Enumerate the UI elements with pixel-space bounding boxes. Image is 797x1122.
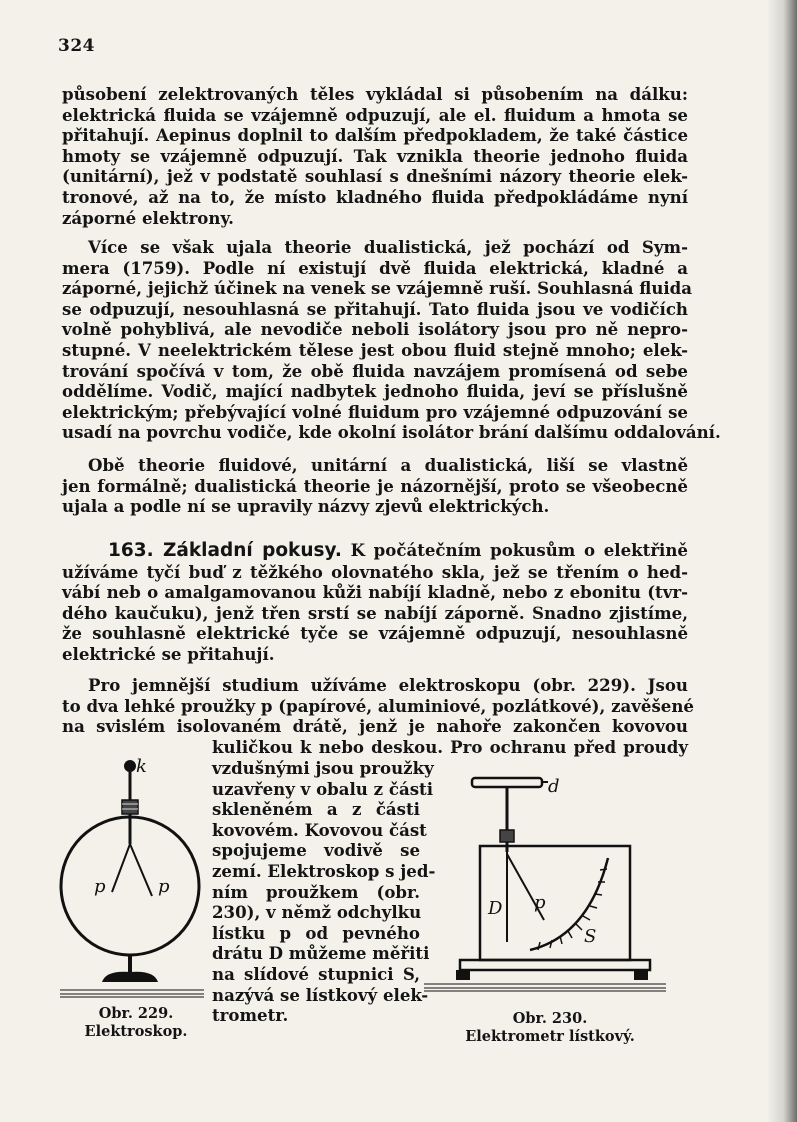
text-line: tronové, až na to, že místo kladného fluida předpokládáme nyní (62, 186, 688, 207)
fig230-label-S: S (584, 926, 597, 947)
text-line: působení zelektrovaných těles vykládal si působením na dálku: (62, 84, 688, 104)
electrometer-foot-left (456, 970, 470, 980)
figure-230-electrometer (420, 770, 670, 1002)
fig230-label-d: d (548, 776, 560, 797)
page-number: 324 (58, 36, 95, 56)
text-line: Více se však ujala theorie dualistická, jež pochází od Sym- (88, 237, 688, 257)
fig229-label-p-left: p (94, 876, 106, 897)
paragraph-theory-unitary (62, 84, 688, 228)
text-line: skleněném a z části (212, 799, 420, 820)
text-line: Obě theorie fluidové, unitární a dualistická, liší se vlastně (88, 455, 688, 475)
electroscope-insulator (122, 800, 138, 814)
text-line: trování spočívá v tom, že obě fluida navzájem promísená od sebe (62, 360, 688, 381)
text-line: usadí na povrchu vodiče, kde okolní isolátor brání dalšímu oddalování. (62, 422, 721, 443)
electrometer-base (460, 960, 650, 970)
text-line: (unitární), jež v podstatě souhlasí s dnešními názory theorie elek- (62, 166, 688, 187)
text-line: to dva lehké proužky p (papírové, aluminiové, pozlátkové), zavěšené (62, 695, 694, 716)
text-line: uzavřeny v obalu z části (212, 778, 434, 799)
text-line: že souhlasně elektrické tyče se vzájemně odpuzují, nesouhlasně (62, 623, 688, 644)
paragraph-theory-comparison (62, 455, 688, 517)
text-line: dého kaučuku), jenž třen srstí se nabíjí záporně. Snadno zjistíme, (62, 602, 688, 623)
electroscope-base (102, 972, 158, 982)
page-edge-shadow (767, 0, 797, 1122)
fig230-label-D: D (488, 898, 503, 919)
text-line: záporné elektrony. (62, 207, 234, 228)
figure-229-electroscope (56, 752, 206, 1002)
text-line: Pro jemnější studium užíváme elektroskopu (obr. 229). Jsou (88, 675, 688, 695)
paragraph-electroscope (62, 675, 694, 737)
text-line: hmoty se vzájemně odpuzují. Tak vznikla theorie jednoho fluida (62, 145, 688, 166)
text-line: oddělíme. Vodič, mající nadbytek jednoho fluida, jeví se příslušně (62, 381, 688, 402)
wrapped-text-column (212, 758, 436, 1026)
text-line: přitahují. Aepinus doplnil to dalším předpokladem, že také částice (62, 125, 688, 146)
text-line: ujala a podle ní se upravily názvy zjevů elektrických. (62, 496, 550, 517)
fig229-caption-title: Elektroskop. (84, 1023, 188, 1040)
text-line: lístku p od pevného (212, 922, 420, 943)
text-line: spojujeme vodivě se (212, 840, 420, 861)
electrometer-insulator (500, 830, 514, 842)
text-line: na svislém isolovaném drátě, jenž je nahoře zakončen kovovou (62, 716, 688, 737)
electroscope-strip-right (130, 844, 152, 896)
electroscope-strip-left (112, 844, 130, 892)
paragraph-electroscope-continued (212, 737, 688, 758)
text-line: záporné, jejichž účinek na venek se vzájemně ruší. Souhlasná fluida (62, 278, 693, 299)
text-line: na slídové stupnici S, (212, 963, 420, 984)
electrometer-foot-right (634, 970, 648, 980)
text-line: volně pohyblivá, ale nevodiče neboli isolátory jsou pro ně nepro- (62, 319, 688, 340)
fig229-label-k: k (136, 756, 147, 777)
text-line: trometr. (212, 1005, 289, 1026)
fig230-caption-title: Elektrometr lístkový. (465, 1028, 635, 1045)
text-line: ním proužkem (obr. (212, 881, 420, 902)
text-line: drátu D můžeme měřiti (212, 943, 430, 964)
fig229-caption (66, 1005, 206, 1041)
section-first-line (62, 540, 688, 562)
fig229-label-p-right: p (158, 876, 170, 897)
text-line: jen formálně; dualistická theorie je názornější, proto se všeobecně (62, 475, 688, 496)
paragraph-theory-dualistic (62, 237, 721, 443)
fig230-caption (450, 1010, 650, 1046)
section-163 (62, 540, 688, 665)
electroscope-ball (124, 760, 136, 772)
fig230-label-p: p (534, 892, 546, 913)
text-line: zemí. Elektroskop s jed- (212, 860, 436, 881)
text-line: mera (1759). Podle ní existují dvě fluida elektrická, kladné a (62, 257, 688, 278)
section-heading: 163. Základní pokusy. (108, 540, 342, 561)
text-line: elektrická fluida se vzájemně odpuzují, ale el. fluidum a hmota se (62, 104, 688, 125)
text-line: elektrickým; přebývající volné fluidum pro vzájemné odpuzování se (62, 401, 688, 422)
electrometer-scale-ticks (538, 869, 607, 950)
text-line: kuličkou k nebo deskou. Pro ochranu před proudy (212, 737, 688, 757)
fig230-caption-number: Obr. 230. (512, 1010, 588, 1027)
text-line: vábí neb o amalgamovanou kůži nabíjí kladně, nebo z ebonitu (tvr- (62, 582, 688, 603)
electrometer-top-disc (472, 778, 542, 787)
text-line: K počátečním pokusům o elektřině (350, 540, 688, 560)
text-line: elektrické se přitahují. (62, 643, 275, 664)
text-line: stupné. V neelektrickém tělese jest obou fluid stejně mnoho; elek- (62, 339, 688, 360)
text-line: nazývá se lístkový elek- (212, 984, 429, 1005)
text-line: 230), v němž odchylku (212, 902, 422, 923)
text-line: se odpuzují, nesouhlasná se přitahují. Tato fluida jsou ve vodičích (62, 298, 688, 319)
fig229-caption-number: Obr. 229. (98, 1005, 174, 1022)
text-line: vzdušnými jsou proužky (212, 758, 434, 778)
text-line: kovovém. Kovovou část (212, 819, 427, 840)
text-line: užíváme tyčí buď z těžkého olovnatého skla, jež se třením o hed- (62, 561, 688, 582)
